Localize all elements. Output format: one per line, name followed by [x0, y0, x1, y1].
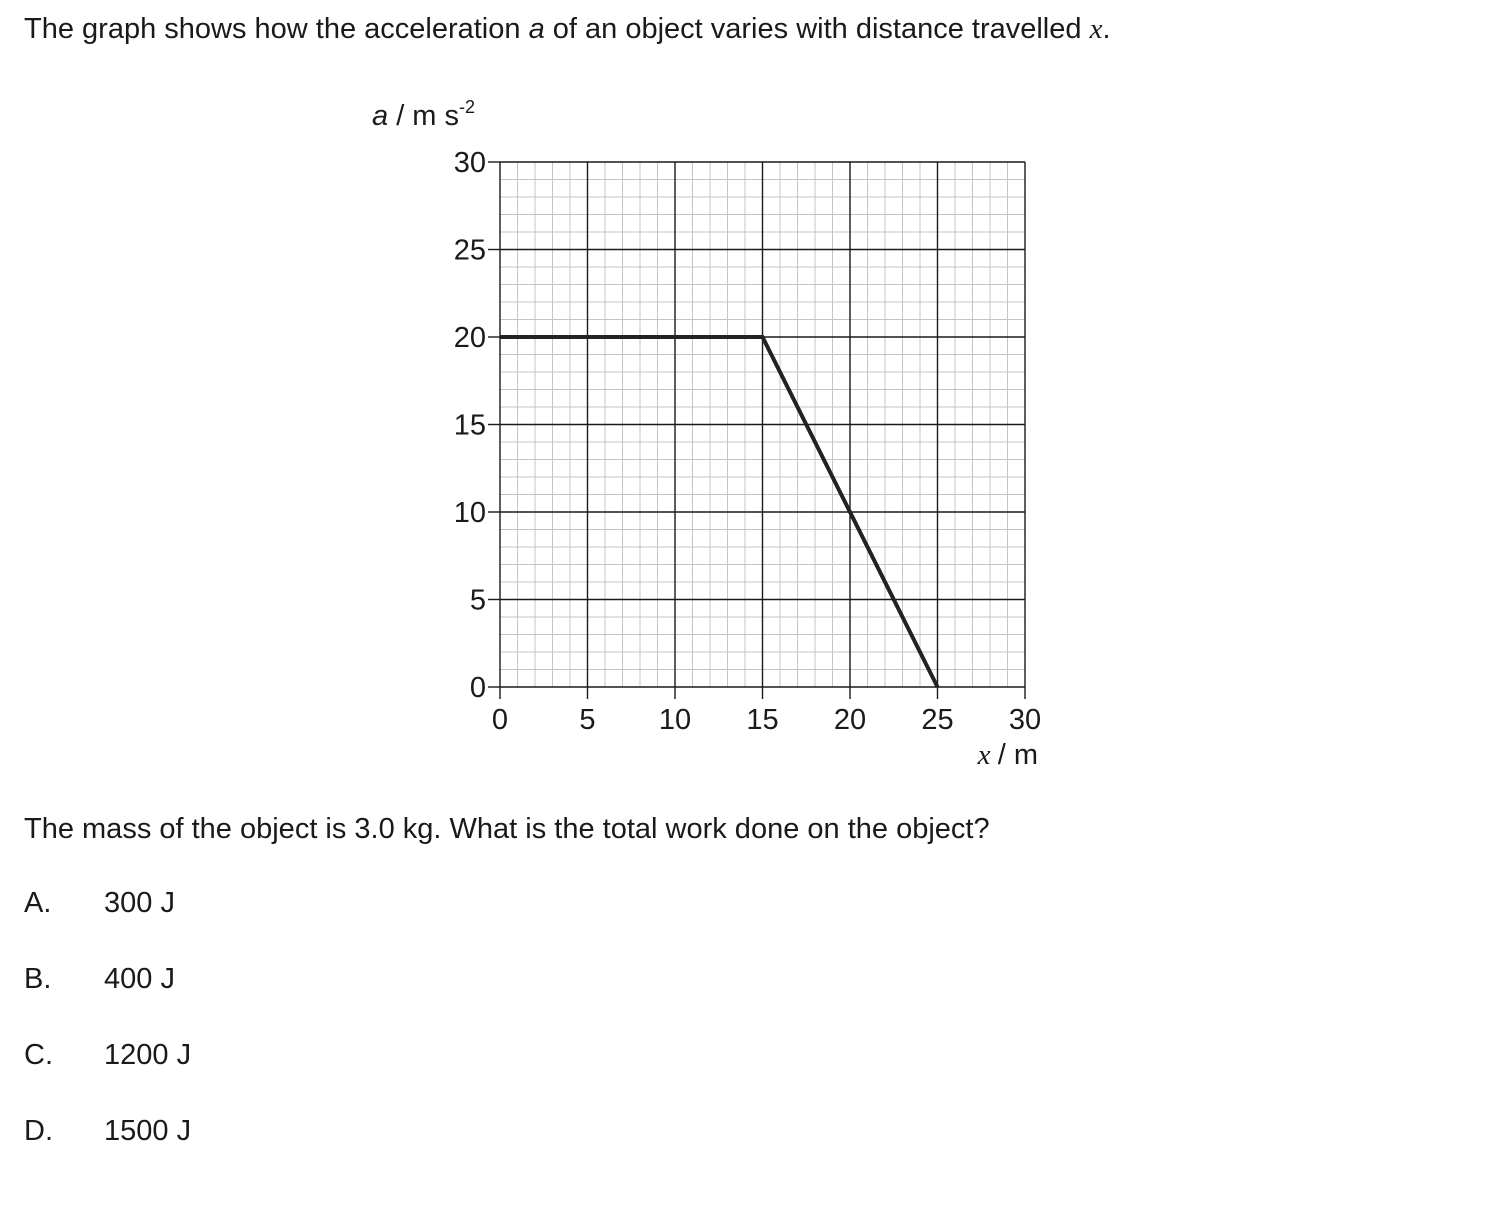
intro-text-middle: of an object varies with distance travelled	[544, 13, 1090, 45]
option-c-text: 1200 J	[104, 1039, 192, 1071]
x-axis-label	[977, 739, 1038, 771]
y-axis-label-variable: a	[372, 100, 397, 132]
option-d-letter: D.	[24, 1115, 53, 1147]
option-b-text: 400 J	[104, 963, 175, 995]
option-b-letter: B.	[24, 963, 52, 995]
option-a[interactable]	[24, 886, 175, 920]
variable-x: x	[1089, 13, 1103, 45]
y-tick-label: 5	[469, 584, 486, 617]
x-tick-label: 15	[746, 704, 779, 736]
y-axis-label-unit: / m s	[396, 100, 460, 132]
y-tick-label: 15	[453, 409, 486, 442]
question-mass: The mass of the object is 3.0 kg. What is the total work done on the object?	[24, 813, 990, 845]
x-tick-label: 30	[1008, 704, 1042, 736]
option-c[interactable]	[24, 1038, 191, 1072]
y-axis-label	[372, 97, 475, 132]
option-c-letter: C.	[24, 1039, 53, 1071]
y-tick-label: 30	[453, 147, 486, 179]
option-b[interactable]	[24, 962, 175, 996]
option-a-letter: A.	[24, 887, 52, 919]
intro-text-end: .	[1102, 13, 1111, 45]
x-tick-label: 20	[833, 704, 867, 736]
y-tick-label: 0	[469, 672, 486, 704]
option-d[interactable]	[24, 1114, 191, 1148]
x-tick-label: 5	[579, 704, 596, 736]
major-grid	[500, 162, 1025, 687]
x-tick-label: 10	[658, 704, 692, 736]
x-axis-label-unit: / m	[997, 739, 1038, 771]
x-tick-label: 0	[491, 704, 509, 736]
option-a-text: 300 J	[104, 887, 175, 919]
option-d-text: 1500 J	[104, 1115, 192, 1147]
y-tick-label: 25	[453, 234, 486, 267]
y-tick-label: 20	[453, 322, 486, 354]
x-tick-label: 25	[921, 704, 954, 736]
intro-text-start: The graph shows how the acceleration	[24, 13, 529, 45]
y-tick-label: 10	[453, 497, 486, 529]
y-axis-label-superscript: -2	[459, 97, 476, 117]
variable-a: a	[528, 13, 545, 45]
x-axis-label-variable: x	[977, 739, 998, 771]
